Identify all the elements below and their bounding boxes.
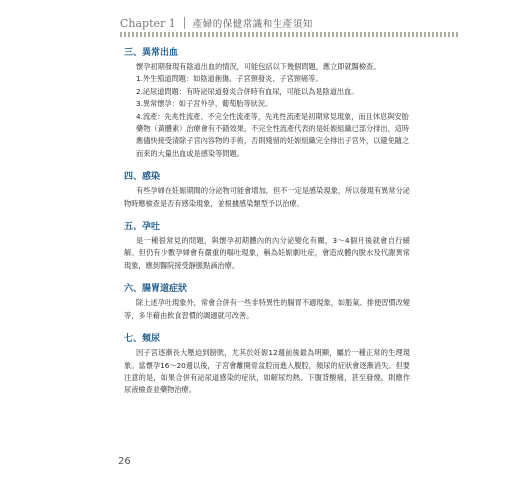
list-item: 3.異常懷孕：如子宮外孕、葡萄胎等狀況。 xyxy=(136,99,273,109)
section-heading: 五、孕吐 xyxy=(124,222,161,233)
list-item: 4.流產：先兆性流產、不完全性流產等，先兆性流產是初期常見現象，而且休息與安胎藥物（黃體素）治療會有不錯效果，不完全性流產代表的是妊娠組織已部分排出，這時應儘快接受清除子宮內容物的手術，否則殘留的妊娠組織完全排出子宮外，以避免隨之而來的大量出血或是感染等問題。 xyxy=(136,111,410,158)
paragraph: 除上述孕吐現象外，常會合併有一些非特異性的腸胃不適現象，如脹氣、排便習慣改變等，多半藉由飲食習慣的調適就可改善。 xyxy=(124,298,410,320)
section-gi-symptoms xyxy=(124,282,410,322)
section-heading: 七、頻尿 xyxy=(124,334,161,345)
running-header xyxy=(120,14,460,32)
section-heading: 三、異常出血 xyxy=(124,48,179,58)
paragraph: 是一種很常見的問題，與懷孕初期體內的內分泌變化有關，3～4個月後就會自行緩解。但仍有少數孕婦會有嚴重的嘔吐現象，稱為妊娠劇吐症，會造成體內脫水及代謝異常現象，應到醫院接受靜脈點滴治療。 xyxy=(124,236,410,270)
page-body xyxy=(124,46,410,397)
section-abnormal-bleeding xyxy=(124,46,410,160)
chapter-title: 產婦的保健常識和生產須知 xyxy=(192,19,313,30)
header-decorative-border xyxy=(120,32,460,37)
list-item: 1.外生殖道問題：如陰道創傷、子宮頸發炎、子宮頸癌等。 xyxy=(136,74,323,84)
paragraph: 因子宮逐漸長大壓迫到膀胱，尤其於妊娠12週前後最為明顯，屬於一種正常的生理現象。當懷孕16～20週以後，子宮會離開骨盆腔而進入腹腔，頻尿的症狀會逐漸消失。但要注意的是，如果合併有泌尿道感染的症狀，如解尿灼熱、下腹背酸痛，甚至發燒，則應作尿液檢查並藥物治療。 xyxy=(124,348,410,395)
chapter-label: Chapter 1 xyxy=(120,16,176,30)
paragraph: 懷孕初期發現有陰道出血的情況，可能包括以下幾個問題，應立即就醫檢查。 xyxy=(136,62,381,71)
header-divider xyxy=(184,17,185,29)
list-item: 2.泌尿道問題：有時泌尿道發炎合併時有血尿，可能以為是陰道出血。 xyxy=(136,86,359,96)
section-morning-sickness xyxy=(124,220,410,272)
section-heading: 四、感染 xyxy=(124,172,161,183)
section-frequent-urination xyxy=(124,332,410,397)
paragraph: 有些孕婦在妊娠期間的分泌物可能會增加，但不一定是感染現象，所以發現有異常分泌物時應檢查是否有感染現象，並根據感染類型予以治療。 xyxy=(124,186,410,208)
page-number: 26 xyxy=(118,456,131,467)
section-heading: 六、腸胃道症狀 xyxy=(124,284,188,295)
section-infection xyxy=(124,170,410,210)
